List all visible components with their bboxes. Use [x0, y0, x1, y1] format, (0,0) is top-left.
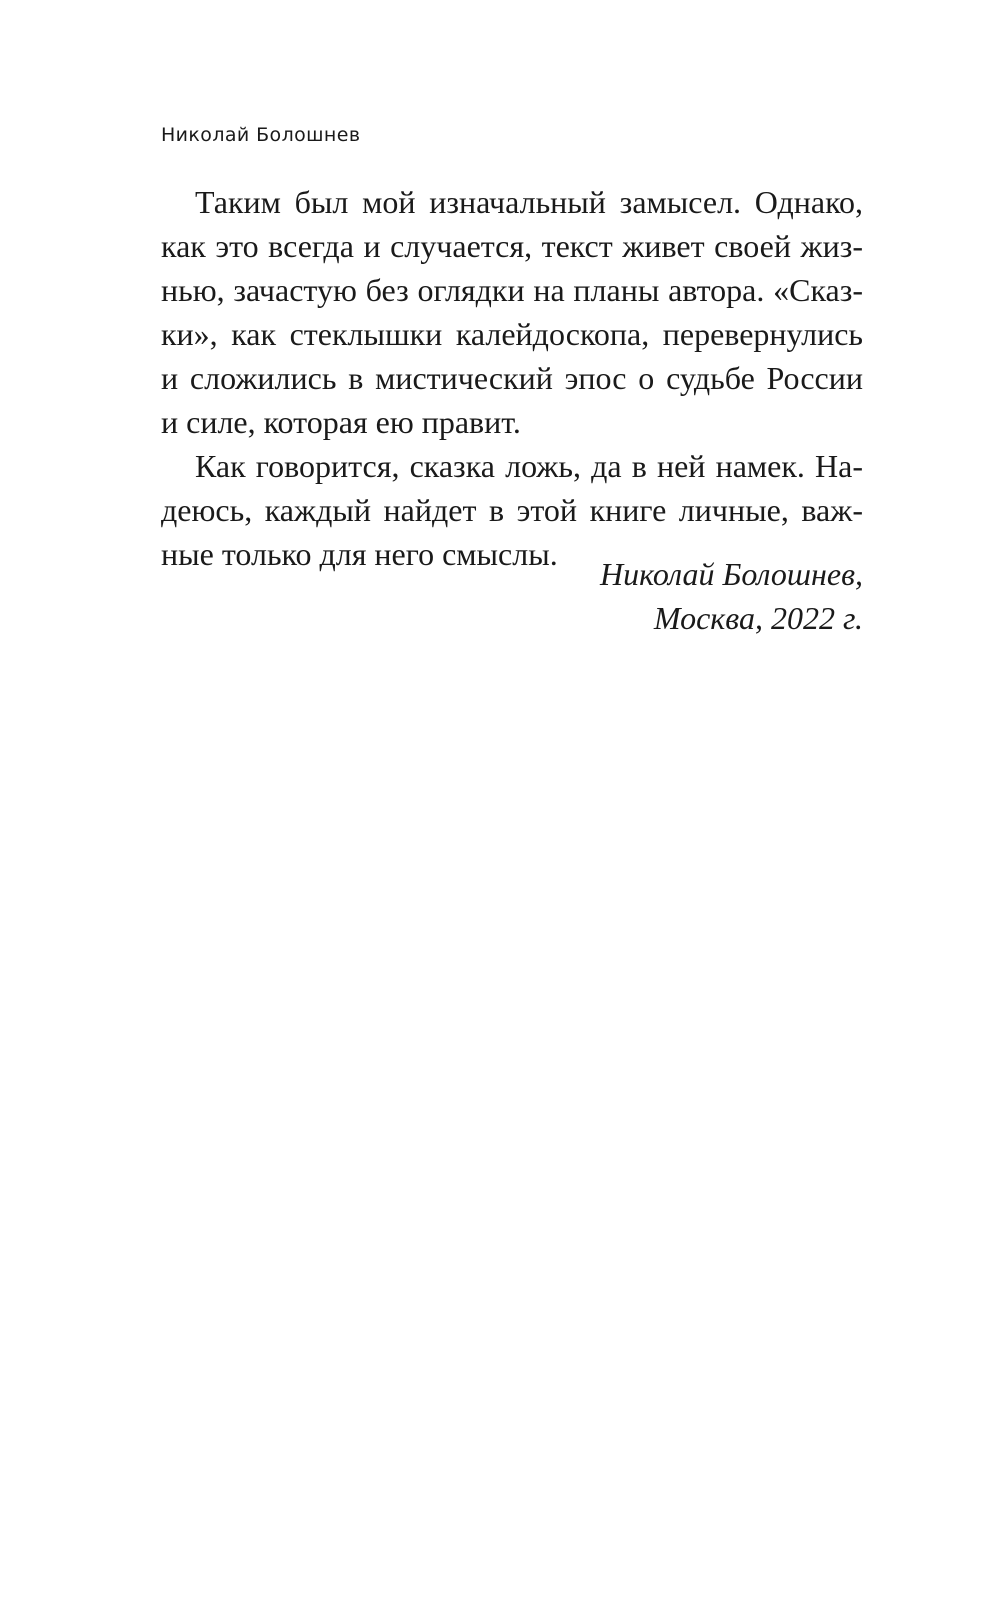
text-line: нью, зачастую без оглядки на планы автора. «Сказ- [161, 272, 863, 308]
text-line: Как говорится, сказка ложь, да в ней намек. На- [195, 448, 863, 484]
text-line: ные только для него смыслы. [161, 536, 558, 572]
paragraph-1 [161, 180, 863, 444]
text-line: как это всегда и случается, текст живет своей жиз- [161, 228, 863, 264]
signature-name: Николай Болошнев, [600, 556, 863, 592]
signature-place-date: Москва, 2022 г. [653, 600, 863, 636]
signature [600, 552, 863, 640]
running-head: Николай Болошнев [161, 124, 361, 146]
text-line: Таким был мой изначальный замысел. Однако, [195, 184, 863, 220]
text-line: деюсь, каждый найдет в этой книге личные, важ- [161, 492, 863, 528]
text-line: и сложились в мистический эпос о судьбе России [161, 360, 863, 396]
text-line: ки», как стеклышки калейдоскопа, перевернулись [161, 316, 863, 352]
body-text [161, 180, 863, 576]
text-line: и силе, которая ею правит. [161, 404, 521, 440]
